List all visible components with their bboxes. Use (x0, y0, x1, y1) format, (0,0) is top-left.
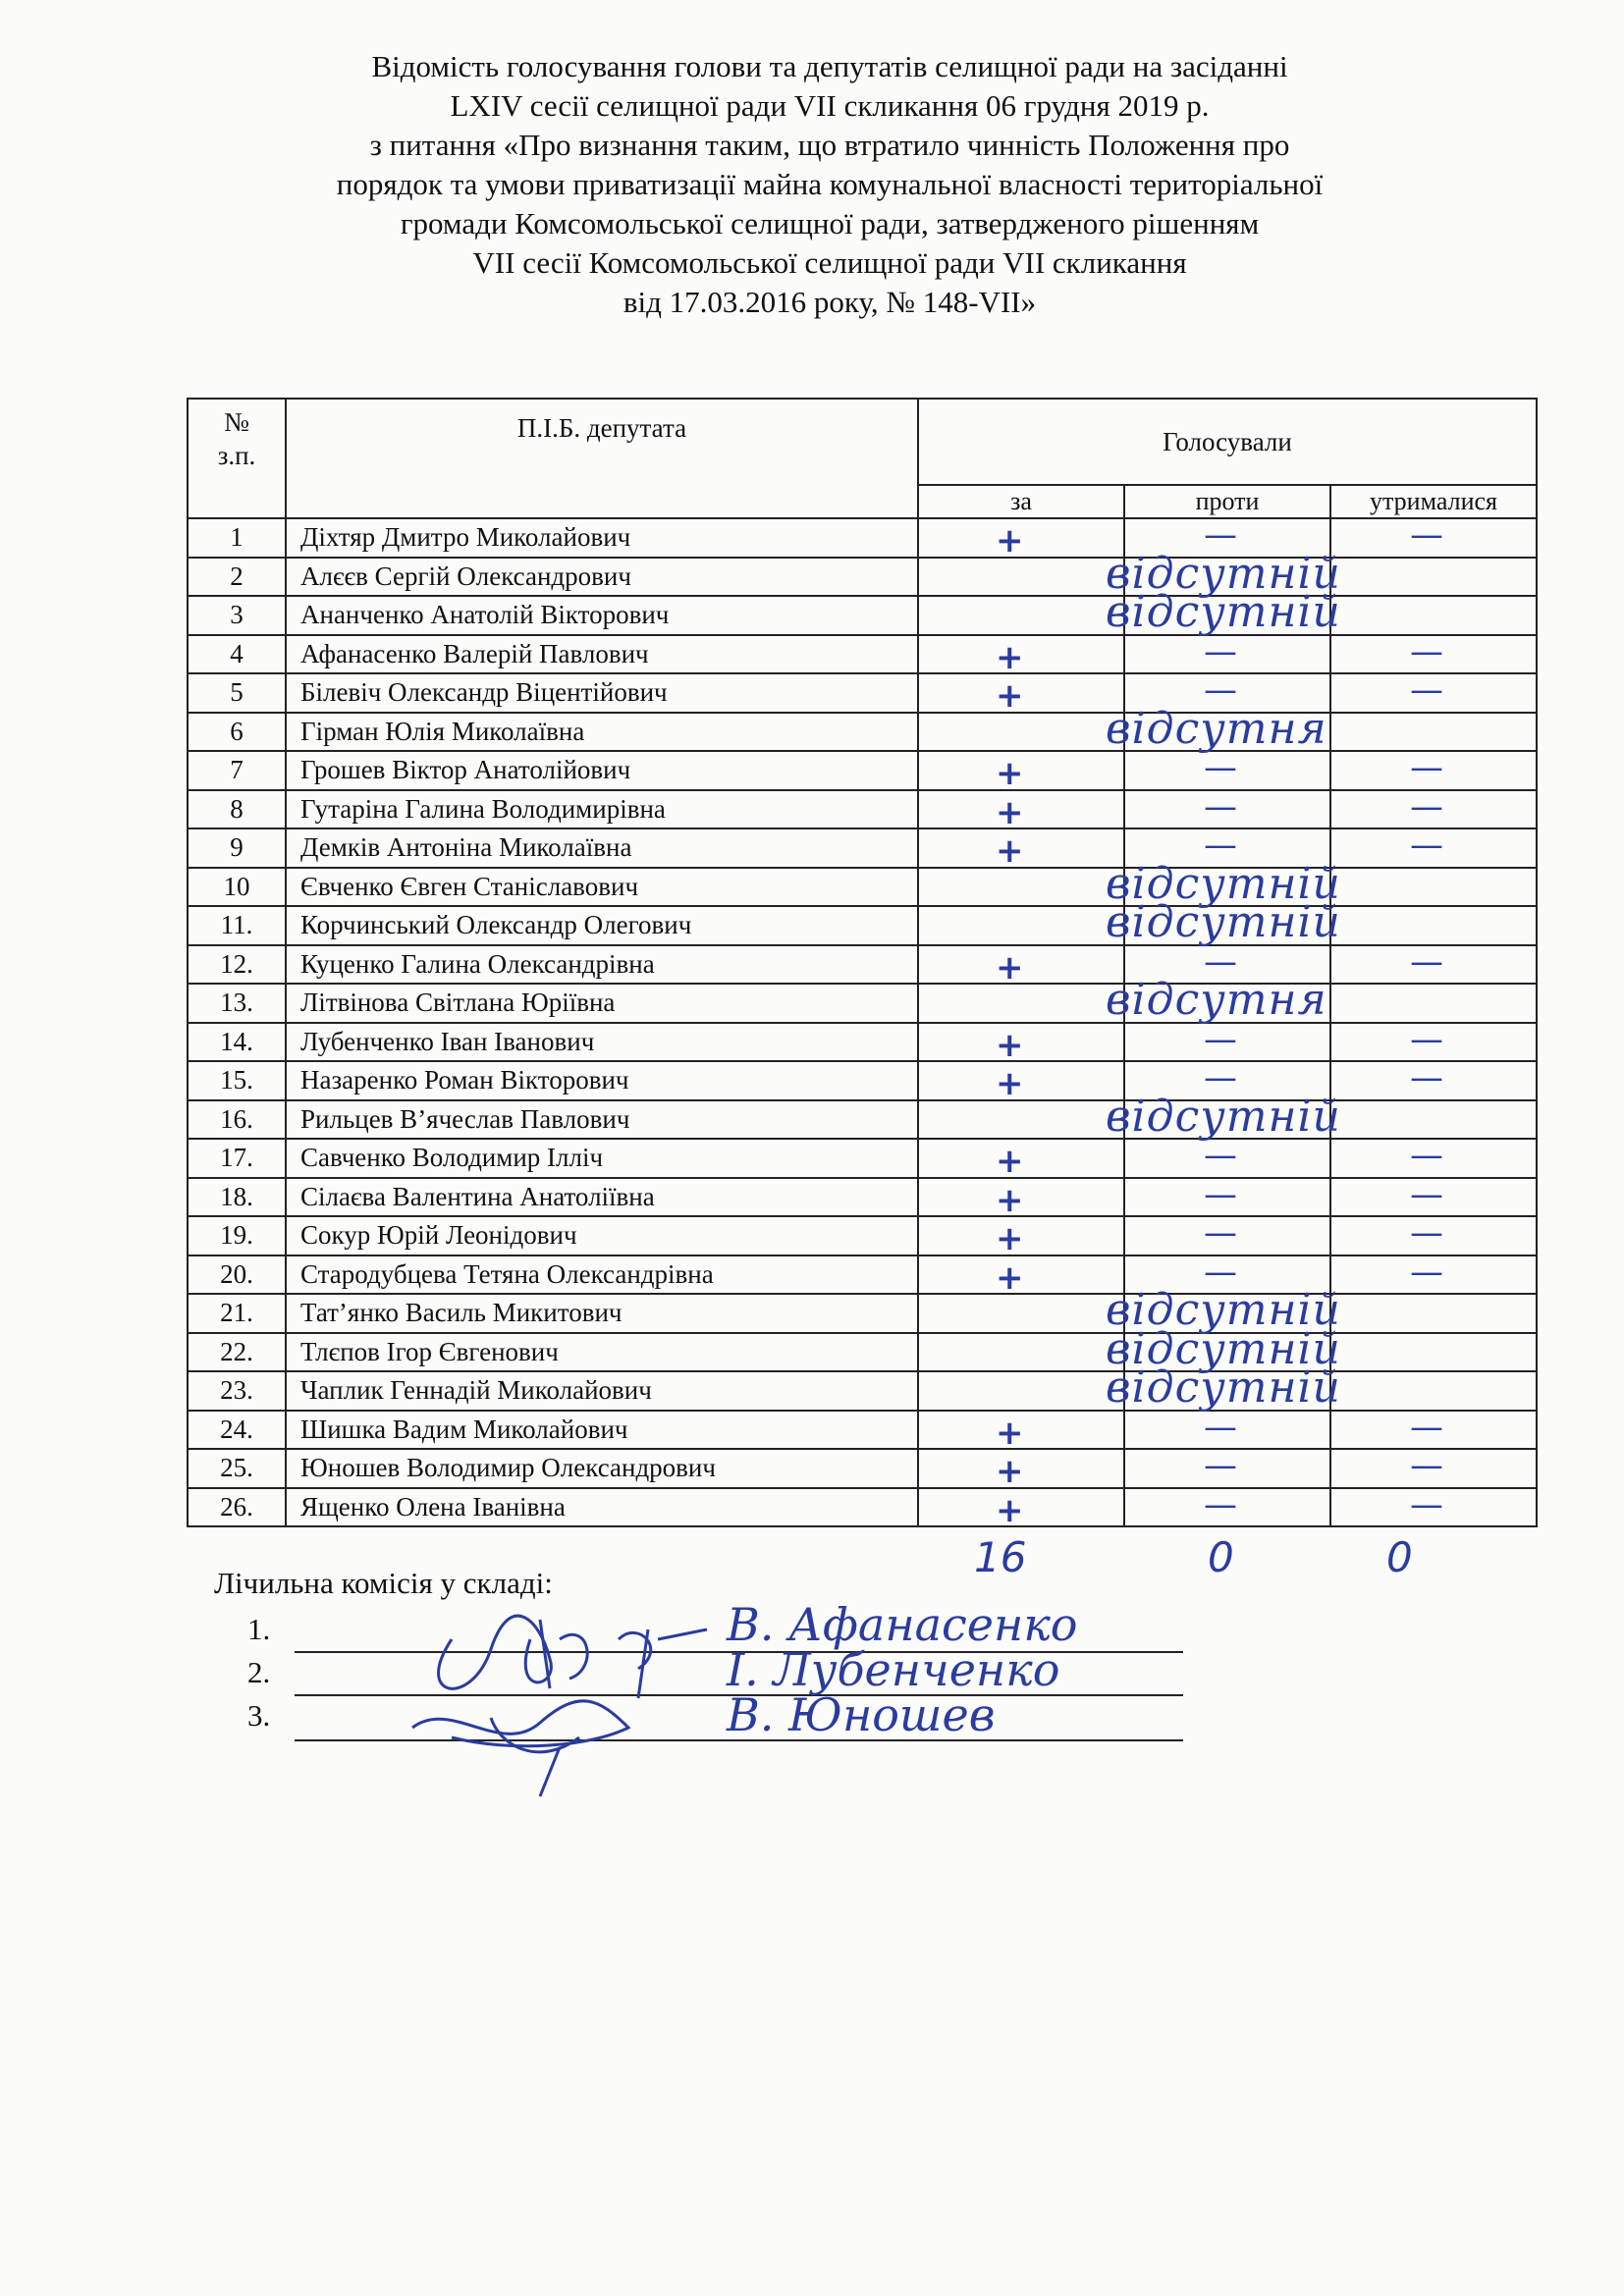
deputy-name: Шишка Вадим Миколайович (286, 1411, 918, 1450)
deputy-name: Тлєпов Ігор Євгенович (286, 1333, 918, 1372)
vote-abstained-cell (1330, 713, 1537, 752)
total-abstained: 0 (1386, 1533, 1413, 1581)
vote-for-cell (918, 1488, 1124, 1530)
vote-abstained-dash: — (1410, 1484, 1443, 1524)
commission-member-name: І. Лубенченко (727, 1643, 1060, 1696)
vote-for-cell (918, 945, 1124, 988)
row-number: 11. (188, 906, 286, 945)
deputy-name: Стародубцева Тетяна Олександрівна (286, 1255, 918, 1295)
deputy-name: Грошев Віктор Анатолійович (286, 751, 918, 790)
vote-abstained-cell (1330, 984, 1537, 1023)
table-row (188, 945, 1537, 985)
vote-for-mark: + (996, 637, 1024, 677)
row-number: 21. (188, 1294, 286, 1333)
vote-for-mark: + (996, 1219, 1024, 1258)
vote-against-cell (1124, 631, 1330, 674)
vote-against-cell (1106, 897, 1341, 947)
vote-abstained-cell (1330, 1252, 1537, 1295)
vote-for-mark: + (996, 521, 1024, 561)
vote-for-mark: + (996, 754, 1024, 793)
vote-against-dash: — (1204, 1174, 1237, 1214)
title-line: VII сесії Комсомольської селищної ради VII скликання (472, 245, 1187, 280)
vote-against-dash: — (1204, 631, 1237, 671)
vote-abstained-cell (1330, 1174, 1537, 1217)
row-number: 12. (188, 945, 286, 985)
commission-member-number: 3. (247, 1698, 271, 1733)
deputy-name: Алєєв Сергій Олександрович (286, 558, 918, 597)
vote-against-cell (1124, 786, 1330, 829)
table-row (188, 751, 1537, 790)
vote-against-cell (1106, 1362, 1341, 1413)
vote-abstained-cell (1330, 906, 1537, 945)
absent-note: відсутній (1106, 587, 1341, 637)
vote-against-cell (1124, 748, 1330, 790)
deputy-name: Назаренко Роман Вікторович (286, 1061, 918, 1100)
commission-label: Лічильна комісія у складі: (214, 1566, 553, 1600)
table-row (188, 1139, 1537, 1178)
vote-abstained-cell (1330, 515, 1537, 558)
vote-for-cell (918, 1061, 1124, 1103)
vote-for-cell (918, 790, 1124, 832)
vote-abstained-cell (1330, 786, 1537, 829)
vote-abstained-cell (1330, 1371, 1537, 1411)
vote-against-cell (1106, 1091, 1341, 1142)
vote-for-cell (918, 751, 1124, 793)
vote-against-dash: — (1204, 1058, 1237, 1097)
vote-for-cell (918, 828, 1124, 871)
vote-abstained-cell (1330, 1294, 1537, 1333)
table-row (188, 1371, 1537, 1411)
deputy-name: Рильцев В’ячеслав Павлович (286, 1100, 918, 1140)
vote-abstained-dash: — (1410, 1058, 1443, 1097)
vote-abstained-dash: — (1410, 941, 1443, 982)
absent-note: відсутній (1106, 897, 1341, 947)
header-against: проти (1124, 485, 1330, 518)
vote-for-mark: + (996, 1180, 1024, 1220)
vote-abstained-cell (1330, 868, 1537, 907)
vote-against-dash: — (1204, 826, 1237, 865)
deputy-name: Сілаєва Валентина Анатоліївна (286, 1178, 918, 1217)
title-line: з питання «Про визнання таким, що втратило чинність Положення про (369, 128, 1290, 162)
vote-abstained-cell (1330, 1136, 1537, 1178)
vote-against-dash: — (1204, 515, 1237, 555)
absent-note: відсутній (1106, 858, 1341, 909)
vote-against-dash: — (1204, 748, 1237, 787)
vote-for-mark: + (996, 1413, 1024, 1453)
vote-abstained-cell (1330, 1333, 1537, 1372)
vote-for-cell (918, 1371, 1124, 1411)
row-number: 9 (188, 828, 286, 868)
row-number: 20. (188, 1255, 286, 1295)
header-voted: Голосували (918, 399, 1537, 485)
absent-note: відсутня (1106, 975, 1327, 1025)
header-number-line1: № (224, 407, 249, 437)
vote-for-cell (918, 1449, 1124, 1491)
vote-abstained-dash: — (1410, 1407, 1443, 1447)
table-row (188, 596, 1537, 635)
vote-for-cell (918, 868, 1124, 907)
vote-for-cell (918, 1216, 1124, 1258)
vote-for-cell (918, 558, 1124, 597)
vote-for-cell (918, 596, 1124, 635)
vote-abstained-cell (1330, 631, 1537, 674)
vote-for-cell (918, 1411, 1124, 1453)
row-number: 13. (188, 984, 286, 1023)
header-number (188, 399, 286, 518)
vote-abstained-dash: — (1410, 786, 1443, 827)
vote-against-cell (1106, 975, 1330, 1025)
vote-abstained-dash: — (1410, 1174, 1443, 1214)
voting-table (187, 398, 1538, 1530)
deputy-name: Корчинський Олександр Олегович (286, 906, 918, 945)
vote-abstained-cell (1330, 1019, 1537, 1062)
row-number: 23. (188, 1371, 286, 1411)
vote-against-cell (1106, 587, 1341, 637)
row-number: 22. (188, 1333, 286, 1372)
row-number: 5 (188, 673, 286, 713)
signature-scribbles (393, 1580, 766, 1806)
vote-abstained-cell (1330, 1407, 1537, 1450)
table-row (188, 1178, 1537, 1217)
table-row (188, 713, 1537, 752)
vote-against-cell (1106, 703, 1330, 754)
vote-for-cell (918, 1255, 1124, 1298)
row-number: 15. (188, 1061, 286, 1100)
vote-abstained-cell (1330, 596, 1537, 635)
vote-against-dash: — (1204, 786, 1237, 827)
table-row (188, 1023, 1537, 1062)
vote-for-mark: + (996, 676, 1024, 716)
table-row (188, 635, 1537, 674)
row-number: 1 (188, 518, 286, 558)
deputy-name: Лубенченко Іван Іванович (286, 1023, 918, 1062)
row-number: 19. (188, 1216, 286, 1255)
absent-note: відсутній (1106, 1285, 1341, 1335)
vote-for-cell (918, 984, 1124, 1023)
vote-for-mark: + (996, 1025, 1024, 1065)
vote-abstained-cell (1330, 828, 1537, 868)
row-number: 4 (188, 635, 286, 674)
row-number: 8 (188, 790, 286, 829)
vote-abstained-dash: — (1410, 515, 1443, 555)
vote-against-cell (1124, 1484, 1330, 1527)
vote-for-cell (918, 635, 1124, 677)
deputy-name: Куценко Галина Олександрівна (286, 945, 918, 985)
vote-for-cell (918, 713, 1124, 752)
table-row (188, 906, 1537, 945)
title-line: LXIV сесії селищної ради VII скликання 06 грудня 2019 р. (450, 88, 1210, 123)
vote-for-cell (918, 518, 1124, 561)
vote-for-mark: + (996, 1142, 1024, 1181)
vote-abstained-cell (1330, 558, 1537, 597)
vote-for-mark: + (996, 792, 1024, 832)
vote-abstained-dash: — (1410, 1213, 1443, 1253)
absent-note: відсутній (1106, 1323, 1341, 1374)
deputy-name: Літвінова Світлана Юріївна (286, 984, 918, 1023)
row-number: 6 (188, 713, 286, 752)
vote-against-dash: — (1204, 670, 1237, 710)
vote-against-dash: — (1204, 1252, 1237, 1292)
table-row (188, 1216, 1537, 1255)
vote-abstained-dash: — (1410, 1252, 1443, 1292)
title-line: порядок та умови приватизації майна комунальної власності територіальної (336, 167, 1324, 201)
deputy-name: Білевіч Олександр Віцентійович (286, 673, 918, 713)
vote-against-dash: — (1204, 1213, 1237, 1253)
vote-for-mark: + (996, 947, 1024, 988)
vote-against-dash: — (1204, 941, 1237, 982)
total-against: 0 (1208, 1533, 1234, 1581)
vote-abstained-dash: — (1410, 748, 1443, 787)
header-name: П.І.Б. депутата (286, 399, 918, 518)
deputy-name: Демків Антоніна Миколаївна (286, 828, 918, 868)
vote-for-mark: + (996, 1452, 1024, 1491)
deputy-name: Савченко Володимир Ілліч (286, 1139, 918, 1178)
vote-abstained-dash: — (1410, 826, 1443, 865)
table-row (188, 984, 1537, 1023)
table-row (188, 1449, 1537, 1488)
table-row (188, 1100, 1537, 1140)
commission-member-number: 1. (247, 1612, 271, 1646)
vote-against-cell (1124, 1446, 1330, 1488)
row-number: 18. (188, 1178, 286, 1217)
deputy-name: Сокур Юрій Леонідович (286, 1216, 918, 1255)
row-number: 14. (188, 1023, 286, 1062)
deputy-name: Діхтяр Дмитро Миколайович (286, 518, 918, 558)
commission-member-name: В. Афанасенко (727, 1598, 1078, 1651)
row-number: 7 (188, 751, 286, 790)
deputy-name: Гірман Юлія Миколаївна (286, 713, 918, 752)
vote-for-cell (918, 1294, 1124, 1333)
vote-against-cell (1124, 1407, 1330, 1450)
vote-against-cell (1124, 1213, 1330, 1255)
commission-member-name: В. Юношев (727, 1688, 996, 1741)
vote-for-cell (918, 1178, 1124, 1220)
deputy-name: Чаплик Геннадій Миколайович (286, 1371, 918, 1411)
vote-against-dash: — (1204, 1136, 1237, 1175)
vote-for-cell (918, 673, 1124, 716)
deputy-name: Євченко Євген Станіславович (286, 868, 918, 907)
vote-for-cell (918, 1100, 1124, 1140)
vote-for-cell (918, 1139, 1124, 1181)
vote-abstained-cell (1330, 1446, 1537, 1488)
deputy-name: Гутаріна Галина Володимирівна (286, 790, 918, 829)
row-number: 2 (188, 558, 286, 597)
vote-abstained-cell (1330, 1484, 1537, 1527)
row-number: 24. (188, 1411, 286, 1450)
absent-note: відсутня (1106, 703, 1327, 754)
table-row (188, 1411, 1537, 1450)
table-row (188, 673, 1537, 713)
row-number: 25. (188, 1449, 286, 1488)
vote-against-dash: — (1204, 1407, 1237, 1447)
title-line: Відомість голосування голови та депутатів селищної ради на засіданні (371, 49, 1288, 83)
deputy-name: Ананченко Анатолій Вікторович (286, 596, 918, 635)
total-for: 16 (974, 1533, 1027, 1581)
deputy-name: Юношев Володимир Олександрович (286, 1449, 918, 1488)
vote-for-mark: + (996, 1257, 1024, 1298)
vote-against-dash: — (1204, 1019, 1237, 1059)
document-title (177, 47, 1483, 322)
row-number: 10 (188, 868, 286, 907)
vote-abstained-cell (1330, 941, 1537, 985)
vote-against-cell (1124, 1174, 1330, 1217)
title-line: громади Комсомольської селищної ради, затвердженого рішенням (400, 206, 1260, 240)
vote-abstained-cell (1330, 1100, 1537, 1140)
vote-abstained-dash: — (1410, 1136, 1443, 1175)
vote-for-mark: + (996, 831, 1024, 871)
vote-against-cell (1124, 1019, 1330, 1062)
row-number: 3 (188, 596, 286, 635)
vote-for-cell (918, 1333, 1124, 1372)
vote-abstained-cell (1330, 1058, 1537, 1100)
header-abstained: утрималися (1330, 485, 1537, 518)
vote-for-mark: + (996, 1490, 1024, 1530)
row-number: 16. (188, 1100, 286, 1140)
vote-abstained-dash: — (1410, 631, 1443, 671)
vote-against-dash: — (1204, 1484, 1237, 1524)
absent-note: відсутній (1106, 548, 1341, 599)
table-row (188, 1488, 1537, 1527)
deputy-name: Афанасенко Валерій Павлович (286, 635, 918, 674)
deputy-name: Тат’янко Василь Микитович (286, 1294, 918, 1333)
header-for: за (918, 485, 1124, 518)
vote-abstained-cell (1330, 670, 1537, 713)
vote-for-mark: + (996, 1064, 1024, 1103)
vote-abstained-dash: — (1410, 670, 1443, 710)
vote-for-cell (918, 1023, 1124, 1065)
vote-against-dash: — (1204, 1446, 1237, 1485)
commission-member-number: 2. (247, 1655, 271, 1689)
title-line: від 17.03.2016 року, № 148-VII» (623, 285, 1037, 319)
vote-abstained-cell (1330, 748, 1537, 790)
vote-abstained-dash: — (1410, 1446, 1443, 1485)
header-number-line2: з.п. (217, 441, 256, 470)
absent-note: відсутній (1106, 1362, 1341, 1413)
row-number: 17. (188, 1139, 286, 1178)
vote-against-cell (1124, 1136, 1330, 1178)
table-row (188, 790, 1537, 829)
deputy-name: Ященко Олена Іванівна (286, 1488, 918, 1527)
absent-note: відсутній (1106, 1091, 1341, 1142)
vote-for-cell (918, 906, 1124, 945)
row-number: 26. (188, 1488, 286, 1527)
vote-abstained-cell (1330, 1213, 1537, 1255)
vote-abstained-dash: — (1410, 1019, 1443, 1059)
